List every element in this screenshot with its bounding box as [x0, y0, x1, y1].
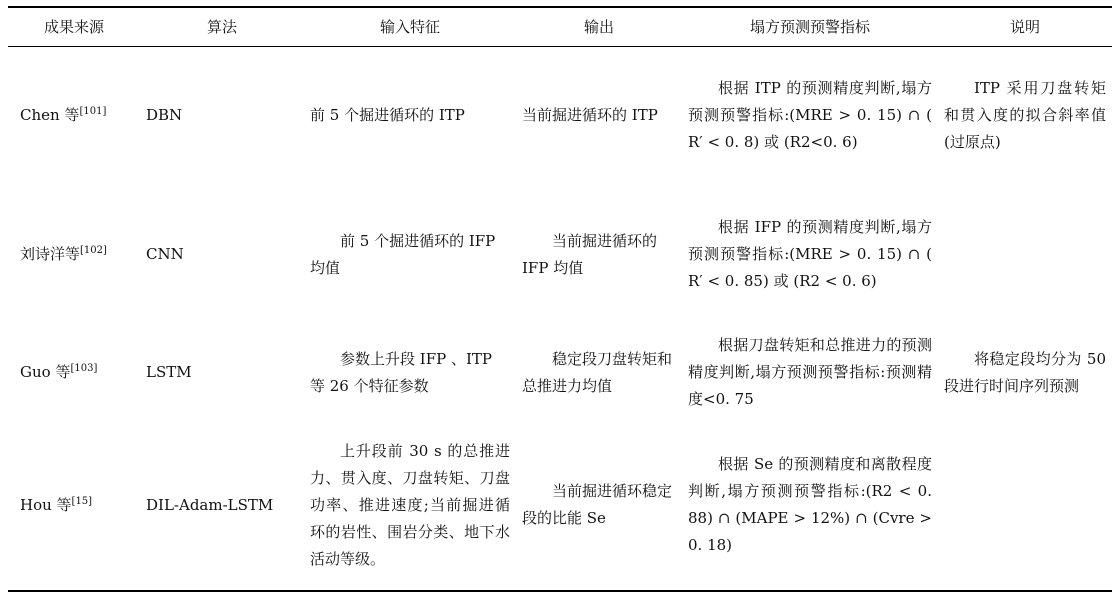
note-cell: [938, 185, 1112, 325]
header-algorithm: 算法: [140, 7, 304, 47]
header-output: 输出: [516, 7, 682, 47]
algorithm-cell: DIL-Adam-LSTM: [140, 421, 304, 591]
collapse-prediction-table: [8, 6, 1112, 592]
input-cell: 参数上升段 IFP 、ITP 等 26 个特征参数: [310, 349, 492, 395]
indicator-cell: 根据 Se 的预测精度和离散程度判断,塌方预测预警指标:(R2 < 0. 88) ∩ (MAPE > 12%) ∩ (Cvre > 0. 18): [682, 421, 938, 591]
output-cell: 稳定段刀盘转矩和总推进力均值: [522, 349, 673, 395]
input-cell: 前 5 个掘进循环的 IFP 均值: [310, 231, 496, 277]
header-input: 输入特征: [304, 7, 516, 47]
source-name: Chen 等: [20, 106, 80, 125]
citation-ref: [15]: [71, 495, 93, 507]
source-name: 刘诗洋等: [20, 245, 81, 263]
indicator-cell: 根据 ITP 的预测精度判断,塌方预测预警指标:(MRE > 0. 15) ∩ ( R′ < 0. 8) 或 (R2<0. 6): [688, 79, 932, 152]
algorithm-cell: CNN: [146, 245, 184, 263]
source-name: Hou 等: [20, 495, 72, 514]
indicator-cell: 根据 IFP 的预测精度判断,塌方预测预警指标:(MRE > 0. 15) ∩ ( R′ < 0. 85) 或 (R2 < 0. 6): [688, 218, 932, 290]
output-cell: 当前掘进循环稳定段的比能 Se: [516, 421, 682, 591]
source-cell: [8, 325, 140, 421]
source-name: Guo 等: [20, 363, 71, 381]
input-cell: 上升段前 30 s 的总推进力、贯入度、刀盘转矩、刀盘功率、推进速度;当前掘进循环的岩性、围岩分类、地下水活动等级。: [304, 421, 516, 591]
note-cell: ITP 采用刀盘转矩和贯入度的拟合斜率值(过原点): [944, 79, 1106, 152]
citation-ref: [103]: [70, 363, 98, 374]
note-cell: [938, 421, 1112, 591]
header-row: [8, 7, 1112, 47]
header-note: 说明: [938, 7, 1112, 47]
source-cell: [8, 185, 140, 325]
table-row: [8, 325, 1112, 421]
algorithm-cell: DBN: [146, 106, 183, 125]
table-row: [8, 185, 1112, 325]
source-cell: [8, 47, 140, 185]
table-row: [8, 47, 1112, 185]
note-cell: 将稳定段均分为 50 段进行时间序列预测: [944, 349, 1106, 395]
source-cell: [8, 421, 140, 591]
algorithm-cell: LSTM: [146, 363, 192, 381]
input-cell: 前 5 个掘进循环的 ITP: [310, 106, 465, 125]
table-row: [8, 421, 1112, 591]
header-source: 成果来源: [8, 7, 140, 47]
citation-ref: [101]: [79, 106, 107, 118]
indicator-cell: 根据刀盘转矩和总推进力的预测精度判断,塌方预测预警指标:预测精度<0. 75: [688, 336, 932, 408]
citation-ref: [102]: [80, 245, 107, 256]
header-indicator: 塌方预测预警指标: [682, 7, 938, 47]
output-cell: 当前掘进循环的 ITP: [522, 106, 658, 125]
output-cell: 当前掘进循环的 IFP 均值: [522, 231, 658, 277]
table-container: [8, 6, 1112, 592]
